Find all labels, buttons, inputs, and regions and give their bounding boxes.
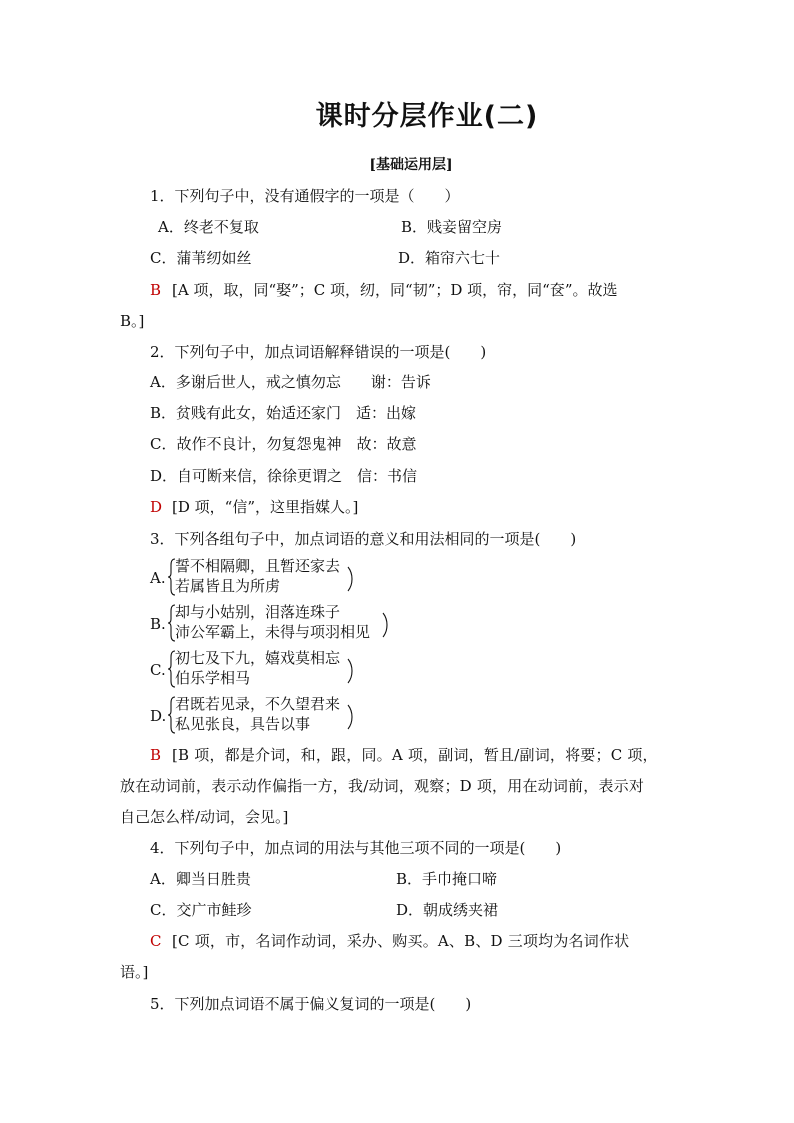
question-3-answer-cont-1: 放在动词前，表示动作偏指一方，我/动词，观察；D 项，用在动词前，表示对: [120, 777, 645, 795]
question-3-stem: 3．下列各组句子中，加点词语的意义和用法相同的一项是( ): [150, 530, 577, 548]
option-a: A．卿当日胜贵: [150, 870, 251, 888]
option-label: D.: [150, 707, 167, 725]
option-sentence-2: 若属皆且为所虏: [175, 577, 281, 595]
option-a: A．终老不复取: [158, 218, 259, 236]
question-4-answer: [150, 931, 629, 951]
question-1-answer-cont: B。]: [120, 312, 145, 330]
option-sentence-2: 私见张良，具告以事: [175, 715, 311, 733]
option-d: D．箱帘六七十: [398, 249, 501, 267]
question-3-answer-cont-2: 自己怎么样/动词，会见。]: [120, 808, 289, 826]
option-label: B.: [150, 615, 166, 633]
answer-explanation: [A 项，取，同“娶”；C 项，纫，同“韧”；D 项，帘，同“奁”。故选: [172, 281, 618, 299]
option-label: A.: [150, 569, 166, 587]
option-c: C．交广市鲑珍: [150, 901, 252, 919]
option-label: C.: [150, 661, 166, 679]
answer-explanation: [D 项，“信”，这里指媒人。]: [172, 498, 359, 516]
question-2-answer: [150, 497, 358, 517]
option-sentence-1: 君既若见录，不久望君来: [175, 695, 341, 713]
right-paren-icon: [382, 612, 388, 638]
page-title: 课时分层作业(二): [315, 101, 539, 132]
question-1-stem: 1．下列句子中，没有通假字的一项是（ ）: [150, 187, 460, 205]
question-2-option-d: D．自可断来信，徐徐更谓之 信：书信: [150, 467, 418, 485]
question-2-option-c: C．故作不良计，勿复怨鬼神 故：故意: [150, 435, 417, 453]
question-2-option-a: A．多谢后世人，戒之慎勿忘 谢：告诉: [150, 373, 431, 391]
answer-letter: B: [150, 281, 162, 299]
section-heading: [基础运用层]: [369, 157, 453, 173]
question-5-stem: 5．下列加点词语不属于偏义复词的一项是( ): [150, 995, 472, 1013]
answer-letter: D: [150, 498, 163, 516]
answer-explanation: [C 项，市，名词作动词，采办、购买。A、B、D 三项均为名词作状: [172, 932, 630, 950]
question-1-answer: [150, 280, 618, 300]
option-sentence-2: 伯乐学相马: [175, 669, 251, 687]
option-sentence-1: 却与小姑别，泪落连珠子: [175, 603, 341, 621]
right-paren-icon: [347, 658, 353, 684]
right-paren-icon: [347, 566, 353, 592]
answer-explanation: [B 项，都是介词，和，跟，同。A 项，副词，暂且/副词，将要；C 项，: [172, 746, 658, 764]
option-sentence-1: 初七及下九，嬉戏莫相忘: [175, 649, 341, 667]
question-4-stem: 4．下列句子中，加点词的用法与其他三项不同的一项是( ): [150, 839, 562, 857]
question-2-option-b: B．贫贱有此女，始适还家门 适：出嫁: [150, 404, 417, 422]
question-4-answer-cont: 语。]: [120, 963, 149, 981]
question-2-stem: 2．下列句子中，加点词语解释错误的一项是( ): [150, 343, 487, 361]
option-d: D．朝成绣夹裙: [396, 901, 499, 919]
right-paren-icon: [347, 704, 353, 730]
option-sentence-2: 沛公军霸上，未得与项羽相见: [175, 623, 371, 641]
option-b: B．贱妾留空房: [401, 218, 503, 236]
option-sentence-1: 誓不相隔卿，且暂还家去: [175, 557, 341, 575]
question-3-answer: [150, 745, 658, 765]
option-b: B．手巾掩口啼: [396, 870, 498, 888]
answer-letter: C: [150, 932, 162, 950]
option-c: C．蒲苇纫如丝: [150, 249, 252, 267]
answer-letter: B: [150, 746, 162, 764]
